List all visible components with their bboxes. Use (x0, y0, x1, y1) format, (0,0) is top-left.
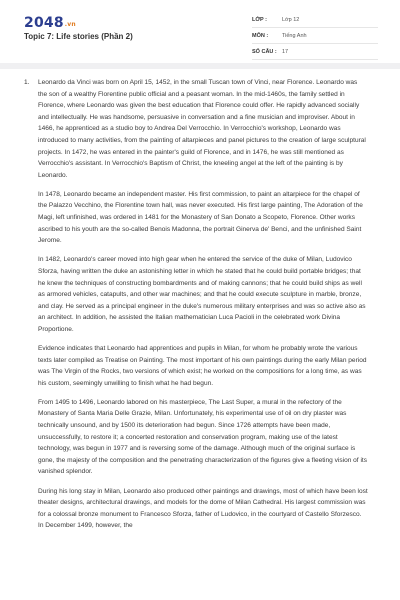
meta-label: LỚP : (252, 16, 267, 23)
passage-paragraph: From 1495 to 1496, Leonardo labored on his masterpiece, The Last Super, a mural in the refectory of the Monastery of Santa Maria Delle Grazie, Milan. Unfortunately, his experimental use of oil on dry plaster was technically unsound, and by 1500 its deterioration had begun. Since 1726 attempts have been made, unsuccessfully, to restore it; a concerted restoration and conservation program, making use of the latest technology, was begun in 1977 and is reversing some of the damage. Although much of the original surface is gone, the majesty of the composition and the penetrating characterization of the figures give a fleeting vision of its vanished splendor. (38, 398, 367, 476)
passage-paragraph: During his long stay in Milan, Leonardo also produced other paintings and drawings, most of which have been lost theater designs, architectural drawings, and models for the dome of Milan Cathedral. His largest commission was for a colossal bronze monument to Francesco Sforza, father of Ludovico, in the courtyard of Castello Sforzesco. In December 1499, however, the (38, 487, 368, 530)
meta-row-count (252, 44, 378, 60)
meta-table (252, 12, 378, 60)
meta-value: Lớp 12 (282, 16, 300, 23)
passage-paragraph: Evidence indicates that Leonardo had apprentices and pupils in Milan, for whom he probably wrote the various texts later compiled as Treatise on Painting. The most important of his own paintings during the early Milan period was The Virgin of the Rocks, two versions of which exist; he worked on the compositions for a long time, as was his custom, seemingly unwilling to finish what he had begun. (38, 344, 367, 387)
reading-passage (38, 77, 368, 539)
meta-label: SỐ CÂU : (252, 48, 277, 55)
passage-paragraph: In 1482, Leonardo's career moved into high gear when he entered the service of the duke of Milan, Ludovico Sforza, having written the duke an astonishing letter in which he stated that he could build portable bridges; that he knew the techniques of constructing bombardments and of making cannons; that he could build ships as well as armored vehicles, catapults, and other war machines; and that he could execute sculpture in marble, bronze, and clay. He served as a principal engineer in the duke's numerous military enterprises and was so active also as an architect. In addition, he assisted the Italian mathematician Luca Pacioli in the celebrated work Divina Proportione. (38, 256, 366, 333)
site-logo[interactable] (24, 15, 76, 31)
meta-value: Tiếng Anh (282, 32, 307, 39)
logo-number: 2048 (24, 15, 64, 31)
question-number: 1. (24, 79, 30, 86)
question-item (24, 77, 380, 539)
meta-row-class (252, 12, 378, 28)
meta-value: 17 (282, 48, 289, 55)
page-header (0, 0, 400, 60)
meta-label: MÔN : (252, 32, 269, 39)
passage-paragraph: Leonardo da Vinci was born on April 15, 1452, in the small Tuscan town of Vinci, near Florence. Leonardo was the son of a wealthy Florentine public official and a peasant woman. In the mid-1460s, the family settled in Florence, where Leonardo was given the best education that Florence could offer. He rapidly advanced socially and intellectually. He was handsome, persuasive in conversation and a fine musician and improviser. About in 1466, he apprenticed as a studio boy to Andrea Del Verrocchio. In Verrocchio's workshop, Leonardo was introduced to many activities, from the painting of altarpieces and panel pictures to the creation of large sculptural projects. In 1472, he was entered in the painter's guild of Florence, and in 1476, he was still mentioned as Verrocchio's assistant. In Verrocchio's Baptism of Christ, the kneeling angel at the left of the painting is by Leonardo. (38, 79, 366, 179)
passage-paragraph: In 1478, Leonardo became an independent master. His first commission, to paint an altarpiece for the chapel of the Palazzo Vecchino, the Florentine town hall, was never executed. His first large painting, The Adoration of the Magi, left unfinished, was ordered in 1481 for the Monastery of San Donato a Scopeto, Florence. Other works ascribed to his youth are the so-called Benois Madonna, the portrait Ginerva de' Benci, and the unfinished Saint Jerome. (38, 190, 363, 245)
logo-suffix: .vn (64, 21, 76, 28)
header-divider (0, 63, 400, 69)
reading-content (24, 77, 380, 539)
topic-title: Topic 7: Life stories (Phần 2) (24, 32, 133, 41)
meta-row-subject (252, 28, 378, 44)
